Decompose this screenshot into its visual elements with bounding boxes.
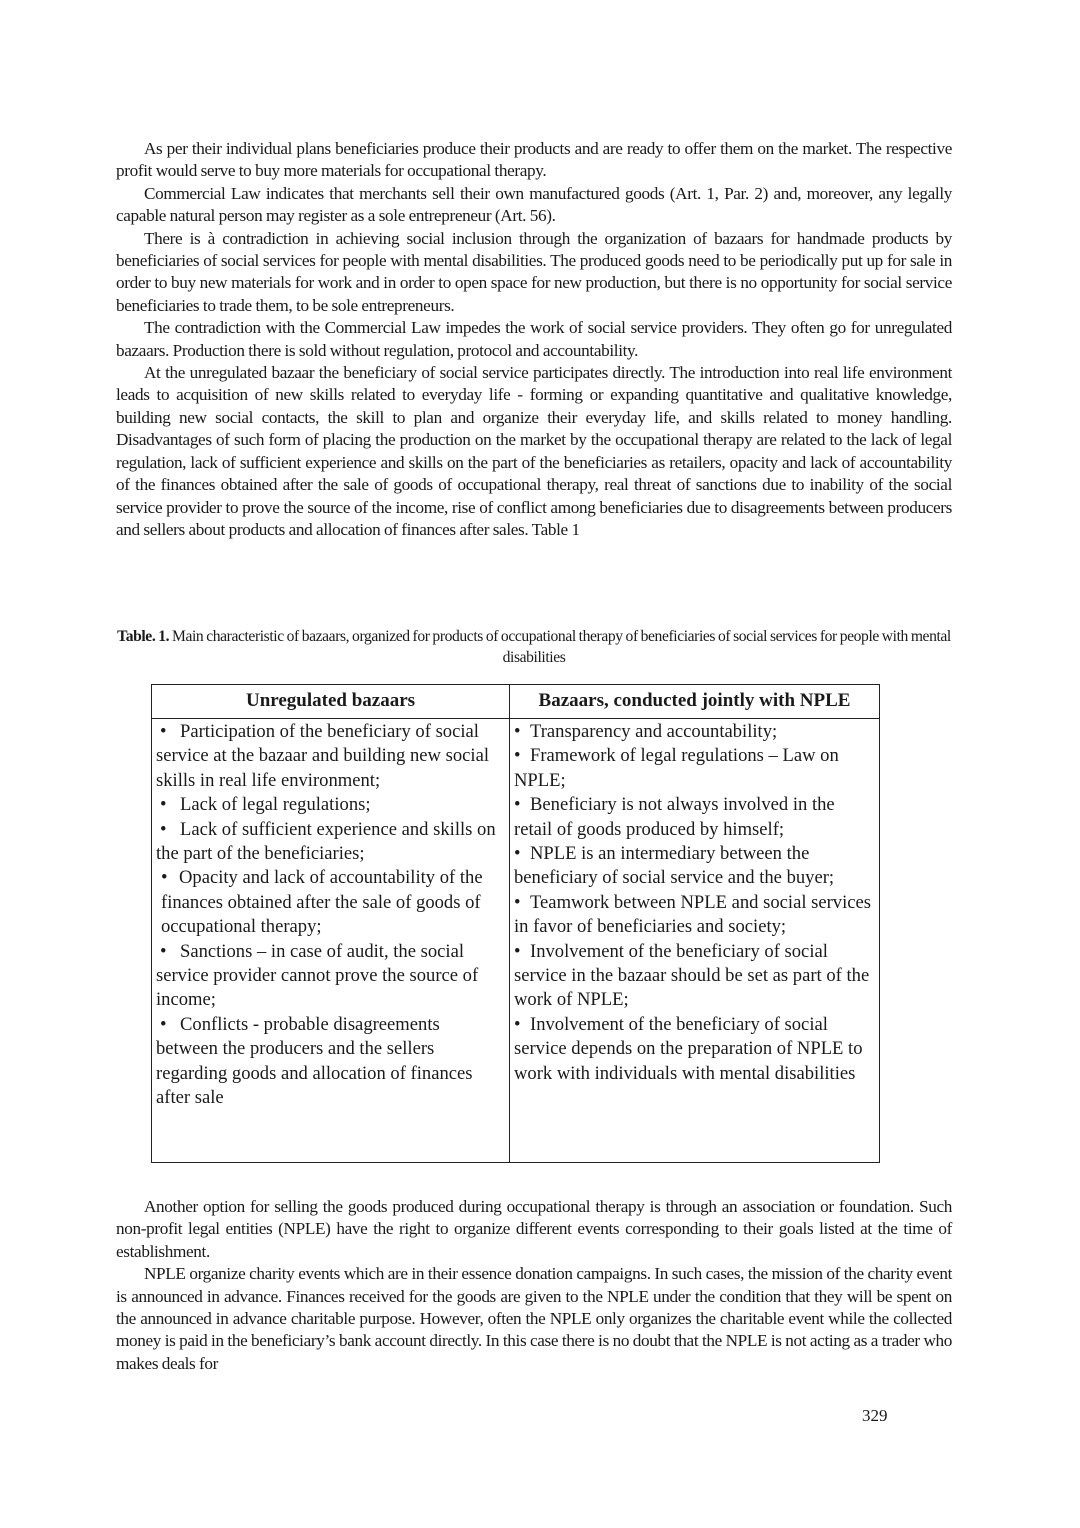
table-header-row [152,685,880,719]
list-item: • Lack of legal regulations; [156,793,505,817]
bullet-icon: • [160,940,167,962]
page-number: 329 [862,1406,888,1425]
list-item: • Lack of sufficient experience and skills on the part of the beneficiaries; [156,818,496,865]
unregulated-characteristics-cell [152,719,510,1163]
bullet-icon: • [514,794,521,816]
bullet-icon: • [160,794,167,816]
list-item: • Conflicts - probable disagreements between the producers and the sellers regarding goods and allocation of finances after sale [156,1013,473,1109]
paragraph: NPLE organize charity events which are in their essence donation campaigns. In such cases, the mission of the charity event is announced in advance. Finances received for the goods are given to the NPLE under the condition that they will be spent on the announced in advance charitable purpose. However, often the NPLE only organizes the charitable event while the collected money is paid in the beneficiary’s bank account directly. In this case there is no doubt that the NPLE is not acting as a trader who makes deals for [116,1264,952,1373]
column-header-nple: Bazaars, conducted jointly with NPLE [510,685,880,719]
list-item: • Opacity and lack of accountability of the finances obtained after the sale of goods of occupational therapy; [161,867,483,938]
paragraph: Commercial Law indicates that merchants sell their own manufactured goods (Art. 1, Par. 2) and, moreover, any legally capable natural person may register as a sole entrepreneur (Art. 56). [116,183,952,226]
paragraph: Another option for selling the goods produced during occupational therapy is through an association or foundation. Such non-profit legal entities (NPLE) have the right to organize different events corresponding to their goals listed at the time of establishment. [116,1197,952,1261]
column-header-unregulated: Unregulated bazaars [152,685,510,719]
table-row [152,719,880,1163]
bullet-icon: • [514,940,521,962]
list-item: • Involvement of the beneficiary of social service in the bazaar should be set as part of the work of NPLE; [514,940,870,1011]
list-item: • Framework of legal regulations – Law on NPLE; [514,745,839,791]
comparison-table [151,684,880,1163]
list-item: • Participation of the beneficiary of social service at the bazaar and building new social skills in real life environment; [156,721,489,791]
bullet-icon: • [514,745,521,767]
bullet-icon: • [160,818,167,840]
bullet-icon: • [160,721,167,742]
nple-characteristics-cell [510,719,880,1163]
list-item: • Teamwork between NPLE and social services in favor of beneficiaries and society; [514,891,872,938]
paragraph: At the unregulated bazaar the beneficiary of social service participates directly. The introduction into real life environment leads to acquisition of new skills related to everyday life - forming or expanding quantitative and qualitative knowledge, building new social contacts, the skill to plan and organize their everyday life, and skills related to money handling. Disadvantages of such form of placing the production on the market by the occupational therapy are related to the lack of legal regulation, lack of sufficient experience and skills on the part of the beneficiaries as retailers, opacity and lack of accountability of the finances obtained after the sale of goods of occupational therapy, real threat of sanctions due to inability of the social service provider to prove the source of the income, rise of conflict among beneficiaries due to disagreements between producers and sellers about products and allocation of finances after sales. Table 1 [116,363,952,539]
bullet-icon: • [160,1013,167,1035]
table-caption-text: Main characteristic of bazaars, organized for products of occupational therapy of beneficiaries of social services for people with mental disabilities [169,628,951,666]
paragraph: There is à contradiction in achieving social inclusion through the organization of bazaars for handmade products by beneficiaries of social services for people with mental disabilities. The produced goods need to be periodically put up for sale in order to buy new materials for work and in order to open space for new production, but there is no opportunity for social service beneficiaries to trade them, to be sole entrepreneurs. [116,228,952,315]
paragraph: The contradiction with the Commercial Law impedes the work of social service providers. They often go for unregulated bazaars. Production there is sold without regulation, protocol and accountability. [116,318,952,360]
list-item: • Beneficiary is not always involved in the retail of goods produced by himself; [514,794,835,840]
paragraph: As per their individual plans beneficiaries produce their products and are ready to offer them on the market. The respective profit would serve to buy more materials for occupational therapy. [116,139,952,181]
list-item: • Sanctions – in case of audit, the social service provider cannot prove the source of income; [156,940,479,1011]
bullet-icon: • [514,891,521,913]
body-text-bottom [116,1196,952,1375]
table-caption [116,626,952,668]
bullet-icon: • [161,867,168,889]
list-item: • Transparency and accountability; [514,720,875,744]
bullet-icon: • [514,843,521,865]
list-item: • NPLE is an intermediary between the beneficiary of social service and the buyer; [514,843,835,889]
list-item: • Involvement of the beneficiary of social service depends on the preparation of NPLE to work with individuals with mental disabilities [514,1013,863,1084]
bullet-icon: • [514,721,521,742]
body-text-top [116,138,952,541]
bullet-icon: • [514,1013,521,1035]
table-caption-label: Table. 1. [117,628,170,645]
